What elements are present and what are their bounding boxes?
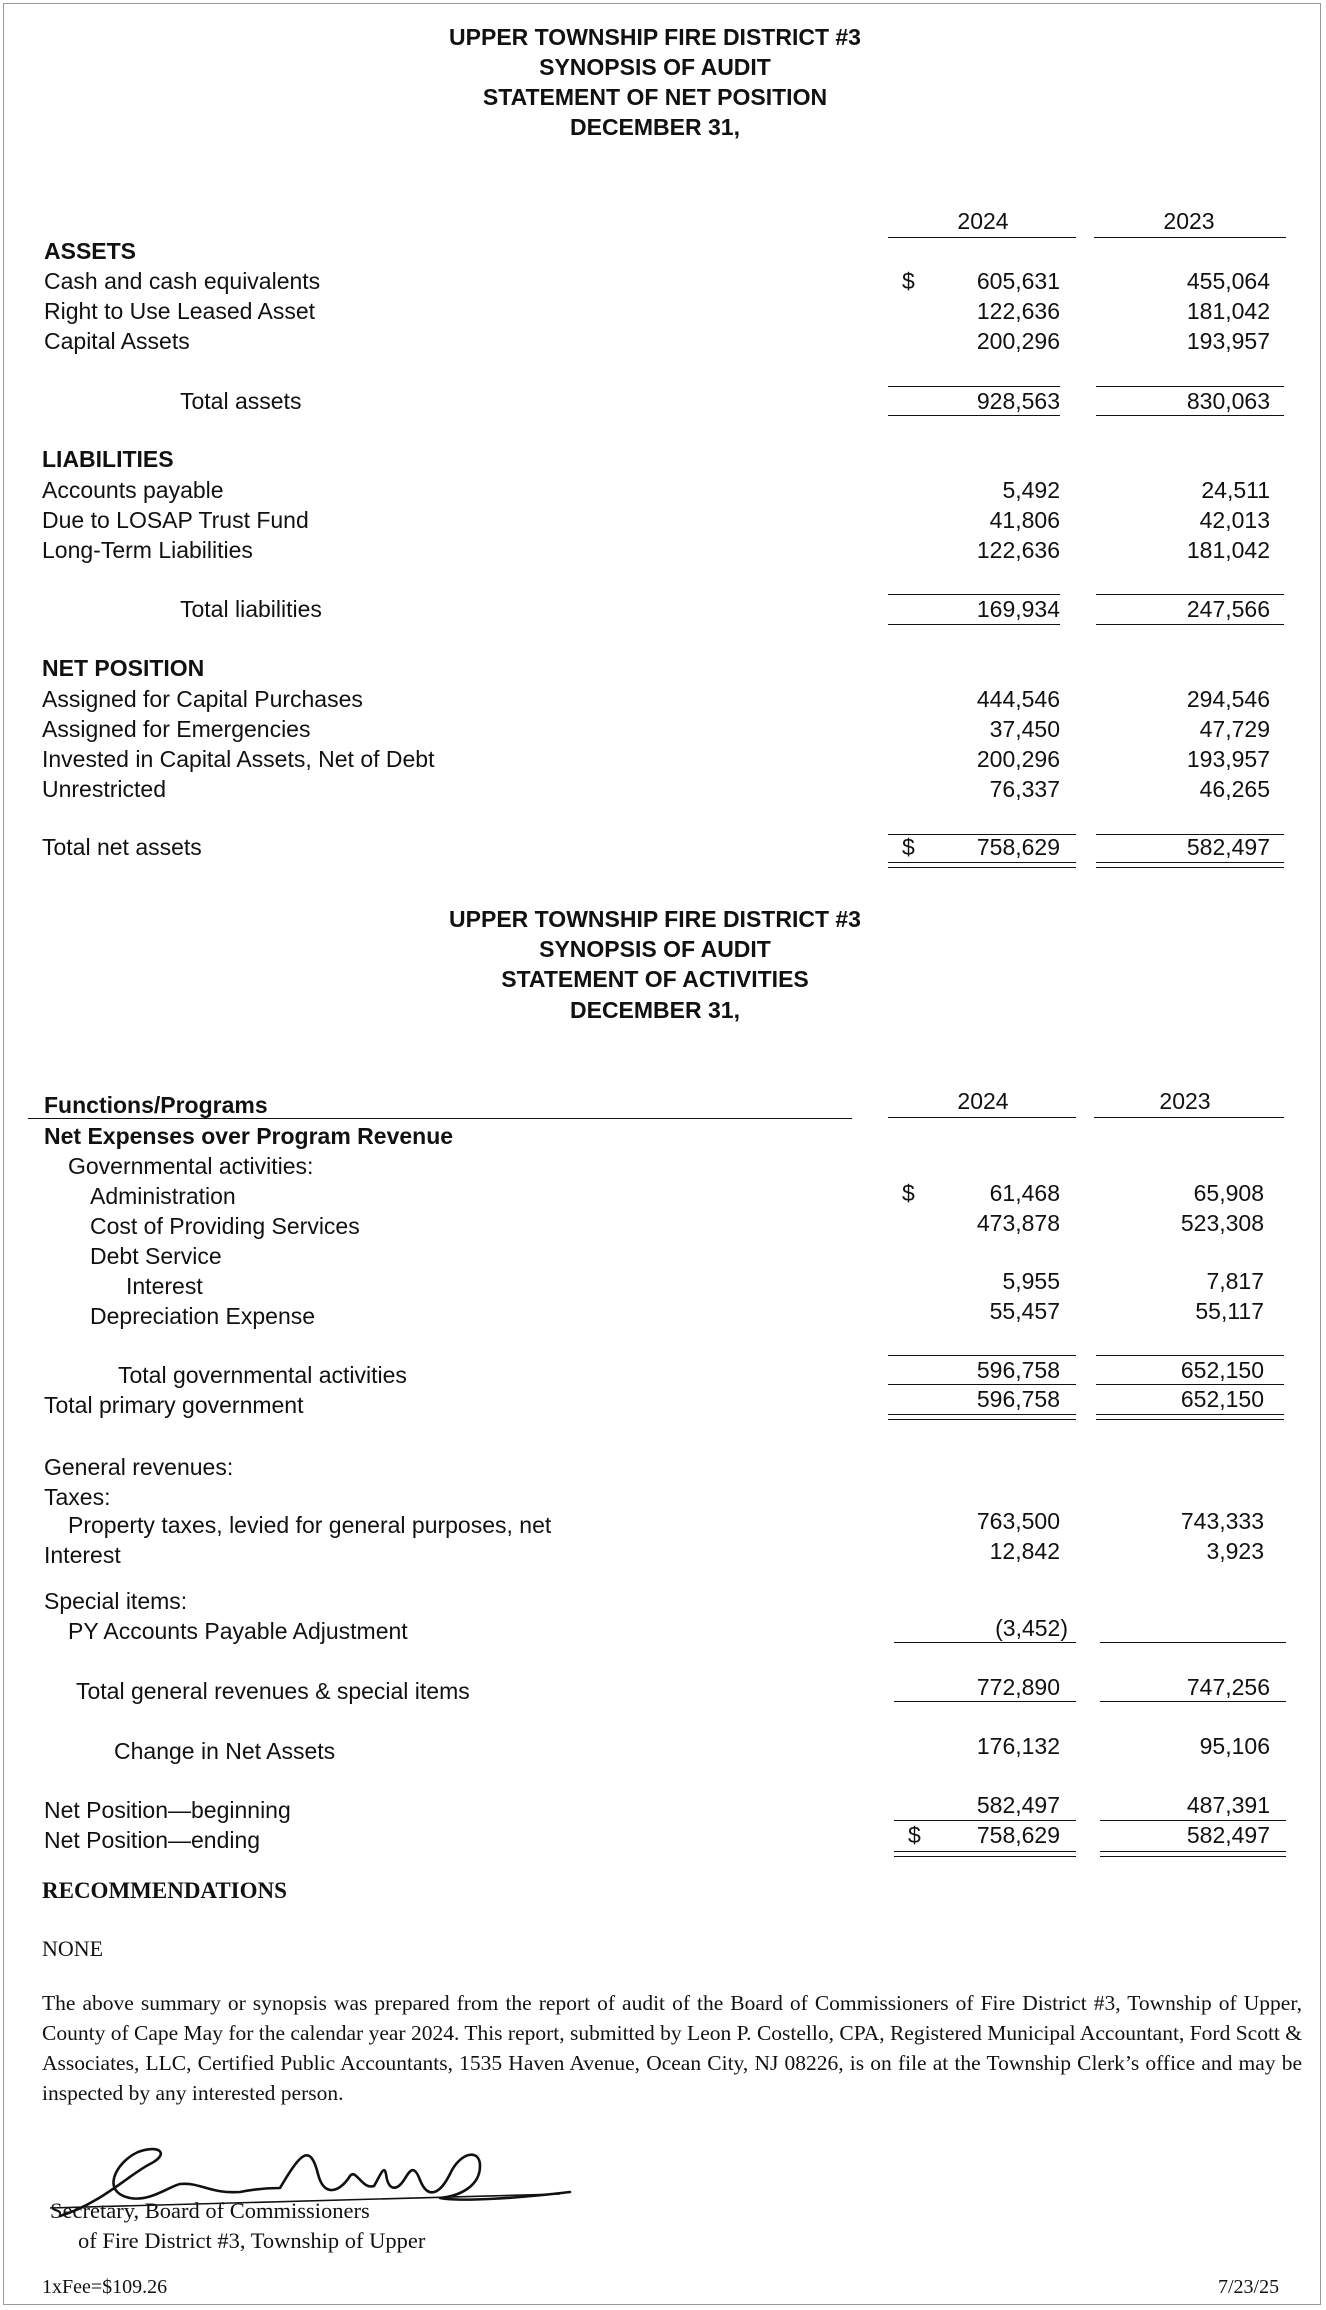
row-label: PY Accounts Payable Adjustment [68,1618,408,1644]
value-2024: 444,546 [976,686,1060,712]
heading-line: SYNOPSIS OF AUDIT [539,936,771,962]
gov-activities-label: Governmental activities: [68,1153,314,1179]
value-2023: 455,064 [1186,268,1270,294]
subtotal-rule [1100,1701,1286,1702]
taxes-label: Taxes: [44,1484,111,1510]
np-ending-label: Net Position—ending [44,1827,261,1853]
total-rule [888,1355,1076,1356]
row-label: Capital Assets [44,328,190,354]
total-rule [888,594,1060,595]
value-2023: 46,265 [1199,776,1270,802]
value-2023: 3,923 [1206,1538,1264,1564]
special-items-label: Special items: [44,1588,188,1614]
debt-service-label: Debt Service [90,1243,222,1269]
total-gov-2024: 596,758 [976,1357,1060,1383]
value-2024: 5,955 [1002,1268,1060,1294]
double-rule [1096,1414,1284,1415]
functions-programs-label: Functions/Programs [44,1092,268,1118]
value-2023: 181,042 [1186,537,1270,563]
heading-line: DECEMBER 31, [570,997,740,1023]
row-label: Depreciation Expense [90,1303,316,1329]
total-rule [888,624,1060,625]
total-primary-2023: 652,150 [1180,1386,1264,1412]
total-rule [888,1384,1076,1385]
net-position-label: NET POSITION [42,655,205,681]
double-rule [1096,862,1284,863]
row-label: Unrestricted [42,776,166,802]
general-revenues-label: General revenues: [44,1454,234,1480]
value-2023: 193,957 [1186,328,1270,354]
col-underline [888,1117,1076,1118]
total-rule [888,415,1060,416]
total-gov-2023: 652,150 [1180,1357,1264,1383]
total-rule [1096,1384,1284,1385]
footer-fee: 1xFee=$109.26 [42,2276,168,2298]
change-net-label: Change in Net Assets [114,1738,336,1764]
dollar-sign: $ [902,268,915,294]
year-col-2023: 2023 [1163,208,1215,234]
total-general-label: Total general revenues & special items [76,1678,470,1704]
functions-underline [28,1118,852,1119]
heading-line: STATEMENT OF NET POSITION [482,84,828,110]
summary-paragraph: The above summary or synopsis was prepared from the report of audit of the Board of Commissioners of Fire District #3, Township of Upper, County of Cape May for the calendar year 2024. This report, submitted by Leon P. Costello, CPA, Registered Municipal Accountant, Ford Scott & Associates, LLC, Certified Public Accountants, 1535 Haven Avenue, Ocean City, NJ 08226, is on file at the Township Clerk’s office and may be inspected by any interested person. [42,1991,1302,2105]
signature-title-line1: Secretary, Board of Commissioners [50,2198,370,2223]
dollar-sign: $ [902,834,915,860]
row-label: Cost of Providing Services [90,1213,360,1239]
total-liabilities-label: Total liabilities [180,596,322,622]
np-beginning-2024: 582,497 [976,1792,1060,1818]
year-col-2024: 2024 [957,208,1009,234]
value-2023: 193,957 [1186,746,1270,772]
dollar-sign: $ [908,1822,921,1848]
row-label: Accounts payable [42,477,224,503]
row-label: Interest [126,1273,203,1299]
subtotal-rule [894,1701,1076,1702]
value-2023: 181,042 [1186,298,1270,324]
net-expenses-label: Net Expenses over Program Revenue [44,1123,454,1149]
row-label: Administration [90,1183,236,1209]
total-gov-label: Total governmental activities [118,1362,407,1388]
value-2024: 55,457 [989,1298,1060,1324]
row-label: Right to Use Leased Asset [44,298,316,324]
value-2024: 37,450 [989,716,1060,742]
total-rule [1096,594,1284,595]
row-label: Invested in Capital Assets, Net of Debt [42,746,435,772]
liabilities-label: LIABILITIES [42,446,174,472]
double-rule [888,1419,1076,1420]
subtotal-rule [894,1642,1076,1643]
np-beginning-label: Net Position—beginning [44,1797,291,1823]
recommendations-text: NONE [42,1936,104,1961]
value-2024: 122,636 [976,537,1060,563]
value-2024: 61,468 [989,1180,1060,1206]
total-rule [1096,415,1284,416]
double-rule [894,1856,1076,1857]
total-assets-label: Total assets [180,388,302,414]
total-assets-2023: 830,063 [1186,388,1270,414]
col-underline [1094,1117,1284,1118]
row-label: Due to LOSAP Trust Fund [42,507,309,533]
value-2023: 24,511 [1201,477,1270,503]
double-rule [888,1414,1076,1415]
double-rule [1096,867,1284,868]
np-beginning-2023: 487,391 [1186,1792,1270,1818]
signature-title-line2: of Fire District #3, Township of Upper [78,2228,426,2253]
value-2024: 200,296 [976,328,1060,354]
total-liabilities-2023: 247,566 [1186,596,1270,622]
double-rule [894,1851,1076,1852]
row-label: Assigned for Capital Purchases [42,686,363,712]
row-label: Long-Term Liabilities [42,537,253,563]
total-assets-2024: 928,563 [976,388,1060,414]
value-2023: 743,333 [1180,1508,1264,1534]
heading-line: UPPER TOWNSHIP FIRE DISTRICT #3 [449,24,861,50]
col-underline [888,237,1076,238]
row-label: Cash and cash equivalents [44,268,321,294]
value-2024: 12,842 [989,1538,1060,1564]
total-primary-label: Total primary government [44,1392,304,1418]
np-ending-2024: 758,629 [976,1822,1060,1848]
total-rule [1096,624,1284,625]
value-2023: 7,817 [1206,1268,1264,1294]
total-net-assets-2023: 582,497 [1186,834,1270,860]
total-net-assets-label: Total net assets [42,834,202,860]
double-rule [888,862,1076,863]
value-2024: 76,337 [989,776,1060,802]
heading-line: STATEMENT OF ACTIVITIES [501,966,809,992]
change-net-2024: 176,132 [976,1733,1060,1759]
col-underline [1094,237,1286,238]
value-2024: 41,806 [989,507,1060,533]
value-2024: (3,452) [995,1615,1068,1641]
subtotal-rule [1100,1820,1286,1821]
value-2024: 122,636 [976,298,1060,324]
total-liabilities-2024: 169,934 [976,596,1060,622]
heading-line: DECEMBER 31, [570,114,740,140]
value-2023: 65,908 [1193,1180,1264,1206]
recommendations-heading: RECOMMENDATIONS [42,1878,287,1903]
change-net-2023: 95,106 [1199,1733,1270,1759]
double-rule [1100,1856,1286,1857]
subtotal-rule [894,1820,1076,1821]
total-rule [888,386,1060,387]
total-general-2023: 747,256 [1186,1674,1270,1700]
row-label: Property taxes, levied for general purposes, net [68,1512,552,1538]
total-general-2024: 772,890 [976,1674,1060,1700]
heading-line: SYNOPSIS OF AUDIT [539,54,771,80]
value-2023: 294,546 [1186,686,1270,712]
value-2024: 763,500 [976,1508,1060,1534]
year-col-2023: 2023 [1159,1088,1211,1114]
assets-label: ASSETS [44,238,137,264]
value-2024: 5,492 [1002,477,1060,503]
dollar-sign: $ [902,1180,915,1206]
value-2023: 47,729 [1199,716,1270,742]
value-2024: 200,296 [976,746,1060,772]
double-rule [888,867,1076,868]
heading-line: UPPER TOWNSHIP FIRE DISTRICT #3 [449,906,861,932]
row-label: Assigned for Emergencies [42,716,311,742]
year-col-2024: 2024 [957,1088,1009,1114]
total-net-assets-2024: 758,629 [976,834,1060,860]
value-2023: 42,013 [1199,507,1270,533]
value-2024: 473,878 [976,1210,1060,1236]
row-label: Interest [44,1542,121,1568]
total-primary-2024: 596,758 [976,1386,1060,1412]
value-2023: 523,308 [1180,1210,1264,1236]
subtotal-rule [1100,1642,1286,1643]
double-rule [1096,1419,1284,1420]
total-rule [1096,1355,1284,1356]
footer-date: 7/23/25 [1218,2276,1280,2298]
total-rule [1096,386,1284,387]
double-rule [1100,1851,1286,1852]
np-ending-2023: 582,497 [1186,1822,1270,1848]
value-2024: 605,631 [976,268,1060,294]
value-2023: 55,117 [1195,1298,1264,1324]
